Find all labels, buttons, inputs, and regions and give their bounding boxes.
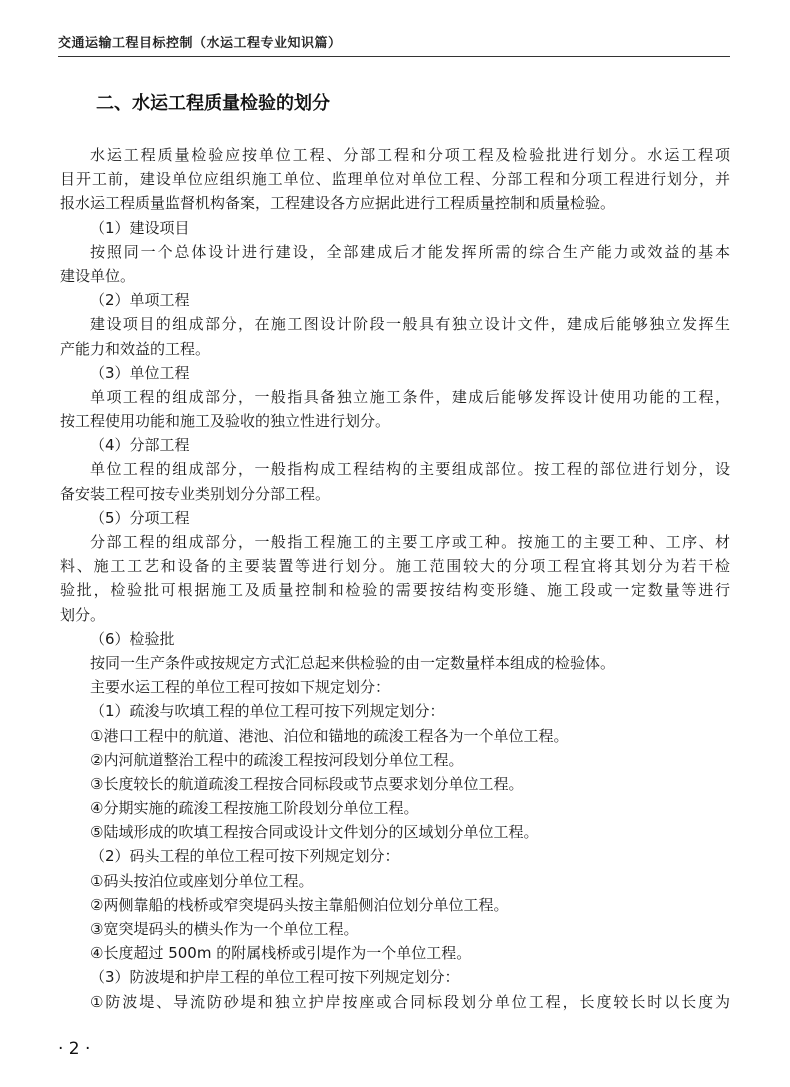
header-rule	[58, 56, 730, 57]
page-number: · 2 ·	[58, 1039, 91, 1059]
subheading: （4）分部工程	[90, 436, 190, 455]
list-item: ③长度较长的航道疏浚工程按合同标段或节点要求划分单位工程。	[90, 774, 524, 793]
subheading: （1）疏浚与吹填工程的单位工程可按下列规定划分：	[90, 702, 445, 721]
list-item: ④长度超过 500m 的附属栈桥或引堤作为一个单位工程。	[90, 944, 472, 963]
subheading: （5）分项工程	[90, 508, 190, 527]
list-item: ⑤陆域形成的吹填工程按合同或设计文件划分的区域划分单位工程。	[90, 823, 539, 842]
paragraph-line: 按工程使用功能和施工及验收的独立性进行划分。	[60, 412, 391, 431]
paragraph-line: 按照同一个总体设计进行建设，全部建成后才能发挥所需的综合生产能力或效益的基本	[90, 242, 730, 261]
subheading: （1）建设项目	[90, 218, 190, 237]
subheading: （2）码头工程的单位工程可按下列规定划分：	[90, 847, 400, 866]
subheading: （6）检验批	[90, 629, 175, 648]
paragraph-line: 报水运工程质量监督机构备案，工程建设各方应据此进行工程质量控制和质量检验。	[60, 194, 616, 213]
list-item: ②两侧靠船的栈桥或窄突堤码头按主靠船侧泊位划分单位工程。	[90, 895, 509, 914]
running-header: 交通运输工程目标控制（水运工程专业知识篇）	[58, 36, 342, 51]
subheading: （3）单位工程	[90, 363, 190, 382]
subheading: （2）单项工程	[90, 291, 190, 310]
paragraph-line: 主要水运工程的单位工程可按如下规定划分：	[90, 678, 391, 697]
paragraph-line: 备安装工程可按专业类别划分分部工程。	[60, 484, 331, 503]
paragraph-line: 单位工程的组成部分，一般指构成工程结构的主要组成部位。按工程的部位进行划分，设	[90, 460, 730, 479]
list-item: ①港口工程中的航道、港池、泊位和锚地的疏浚工程各为一个单位工程。	[90, 726, 569, 745]
paragraph-line: 划分。	[60, 605, 106, 624]
paragraph-line: 料、施工工艺和设备的主要装置等进行划分。施工范围较大的分项工程宜将其划分为若干检	[60, 557, 730, 576]
list-item: ②内河航道整治工程中的疏浚工程按河段划分单位工程。	[90, 750, 464, 769]
paragraph-line: 建设单位。	[60, 266, 136, 285]
paragraph-line: 建设项目的组成部分，在施工图设计阶段一般具有独立设计文件，建成后能够独立发挥生	[90, 315, 730, 334]
paragraph-line: 验批，检验批可根据施工及质量控制和检验的需要按结构变形缝、施工段或一定数量等进行	[60, 581, 730, 600]
paragraph-line: 按同一生产条件或按规定方式汇总起来供检验的由一定数量样本组成的检验体。	[90, 653, 616, 672]
body-text	[60, 143, 730, 1014]
paragraph-line: 水运工程质量检验应按单位工程、分部工程和分项工程及检验批进行划分。水运工程项	[90, 146, 730, 164]
list-item: ④分期实施的疏浚工程按施工阶段划分单位工程。	[90, 799, 419, 818]
paragraph-line: 分部工程的组成部分，一般指工程施工的主要工序或工种。按施工的主要工种、工序、材	[90, 533, 730, 551]
list-item: ①码头按泊位或座划分单位工程。	[90, 871, 314, 890]
paragraph-line: 产能力和效益的工程。	[60, 339, 211, 358]
section-title: 二、水运工程质量检验的划分	[96, 93, 330, 114]
subheading: （3）防波堤和护岸工程的单位工程可按下列规定划分：	[90, 968, 460, 987]
list-item: ①防波堤、导流防砂堤和独立护岸按座或合同标段划分单位工程，长度较长时以长度为	[90, 992, 730, 1011]
list-item: ③宽突堤码头的横头作为一个单位工程。	[90, 920, 359, 938]
paragraph-line: 目开工前，建设单位应组织施工单位、监理单位对单位工程、分部工程和分项工程进行划分，并	[60, 170, 730, 189]
paragraph-line: 单项工程的组成部分，一般指具备独立施工条件，建成后能够发挥设计使用功能的工程，	[90, 387, 730, 406]
